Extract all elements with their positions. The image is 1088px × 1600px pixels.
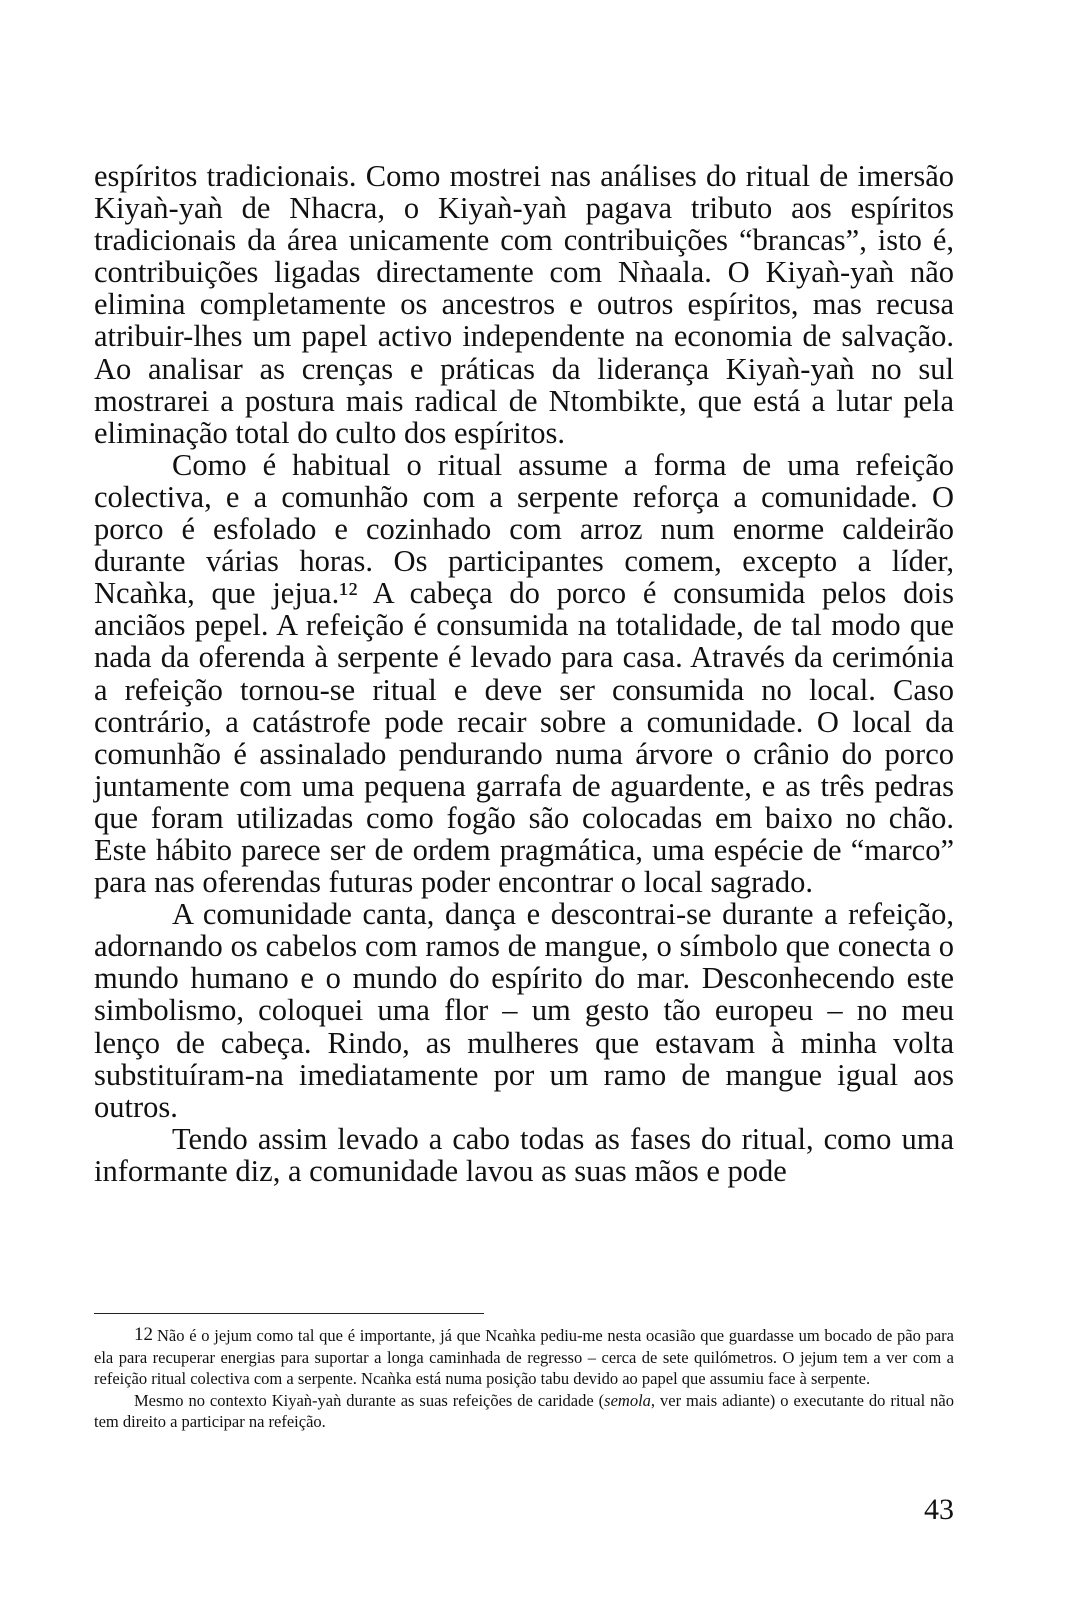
body-paragraph: Como é habitual o ritual assume a forma de uma refeição colectiva, e a comunhão com a serpente reforça a comunidade. O porco é esfolado e cozinhado com arroz num enorme caldeirão durante várias horas. Os participantes comem, excepto a líder, Ncaǹka, que jejua.¹² A cabeça do porco é consumida pelos dois anciãos pepel. A refeição é consumida na totalidade, de tal modo que nada da oferenda à serpente é levado para casa. Através da cerimónia a refeição tornou-se ritual e deve ser consumida no local. Caso contrário, a catástrofe pode recair sobre a comunidade. O local da comunhão é assinalado pendurando numa árvore o crânio do porco juntamente com uma pequena garrafa de aguardente, e as três pedras que foram utilizadas como fogão são colocadas em baixo no chão. Este hábito parece ser de ordem pragmática, uma espécie de “marco” para nas oferendas futuras poder encontrar o local sagrado. xyxy=(94,447,954,900)
footnote-paragraph xyxy=(94,1390,954,1433)
footnote-number: 12 xyxy=(134,1324,153,1345)
page-number: 43 xyxy=(924,1493,954,1526)
footnote-paragraph xyxy=(94,1325,954,1390)
footnote-divider xyxy=(94,1313,484,1314)
body-paragraph: A comunidade canta, dança e descontrai-se durante a refeição, adornando os cabelos com ramos de mangue, o símbolo que conecta o mundo humano e o mundo do espírito do mar. Desconhecendo este simbolismo, coloquei uma flor – um gesto tão europeu – no meu lenço de cabeça. Rindo, as mulheres que estavam à minha volta substituíram-na imediatamente por um ramo de mangue igual aos outros. xyxy=(94,897,954,1124)
footnotes xyxy=(94,1325,954,1433)
footnote-italic-term: semola xyxy=(604,1390,651,1410)
body-paragraph: Tendo assim levado a cabo todas as fases do ritual, como uma informante diz, a comunidade lavou as suas mãos e pode xyxy=(94,1121,954,1188)
footnote-text: Mesmo no contexto Kiyaǹ-yaǹ durante as suas refeições de caridade ( xyxy=(134,1390,605,1410)
main-text xyxy=(94,160,954,1187)
body-paragraph: espíritos tradicionais. Como mostrei nas análises do ritual de imersão Kiyaǹ-yaǹ de Nhacra, o Kiyaǹ-yaǹ pagava tributo aos espíritos tradicionais da área unicamente com contribuições “brancas”, isto é, contribuições ligadas directamente com Nǹaala. O Kiyaǹ-yaǹ não elimina completamente os ancestros e outros espíritos, mas recusa atribuir-lhes um papel activo independente na economia de salvação. Ao analisar as crenças e práticas da liderança Kiyaǹ-yaǹ no sul mostrarei a postura mais radical de Ntombikte, que está a lutar pela eliminação total do culto dos espíritos. xyxy=(94,159,954,450)
footnote-text: Não é o jejum como tal que é importante, já que Ncaǹka pediu-me nesta ocasião que guardasse um bocado de pão para ela para recuperar energias para suportar a longa caminhada de regresso – cerca de sete quilómetros. O jejum tem a ver com a refeição ritual colectiva com a serpente. Ncaǹka está numa posição tabu devido ao papel que assumiu face à serpente. xyxy=(94,1326,954,1388)
footnote-text: , ver mais adiante) o executante do ritual não tem direito a participar na refeição. xyxy=(94,1390,954,1431)
